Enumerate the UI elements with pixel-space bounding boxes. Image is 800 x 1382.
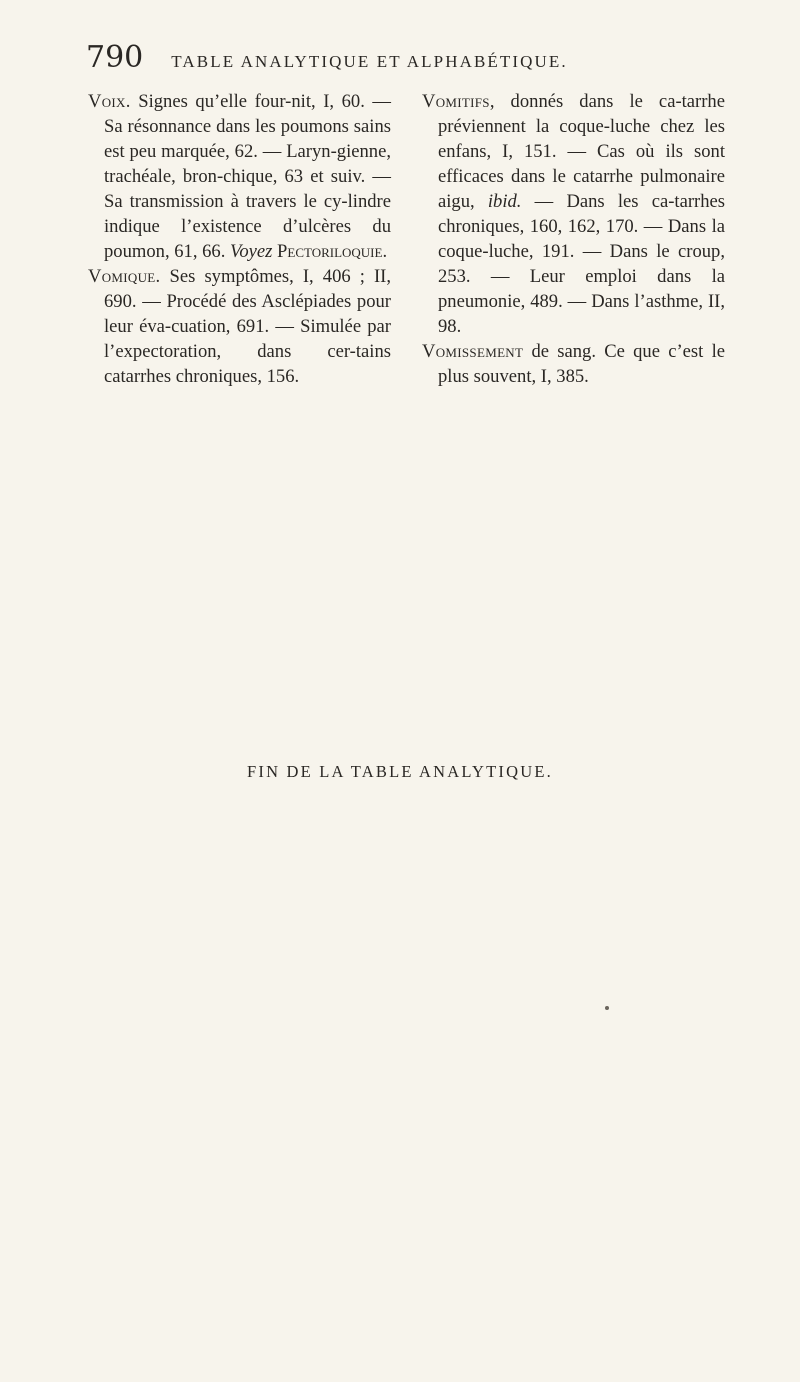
right-column [422, 89, 725, 389]
running-title: TABLE ANALYTIQUE ET ALPHABÉTIQUE. [171, 52, 568, 71]
entry-text-continued: — Dans les ca-tarrhes chroniques, 160, 162, 170. — Dans la coque-luche, 191. — Dans le croup, 253. — Leur emploi dans la pneumonie, 489. — Dans l’asthme, II, 98. [438, 191, 726, 337]
index-entry-voix [88, 89, 391, 264]
entry-text: , donnés dans le ca-tarrhe préviennent la coque-luche chez les enfans, I, 151. — Cas où ils sont efficaces dans le catarrhe pulmonaire aigu, [438, 91, 725, 212]
index-entry-vomissement [422, 339, 725, 389]
ibid-reference: ibid. [487, 191, 522, 212]
index-entry-vomitifs [422, 89, 725, 339]
entry-headword: Vomitifs [422, 91, 490, 112]
end-of-table-note: FIN DE LA TABLE ANALYTIQUE. [247, 762, 553, 781]
entry-headword: Vomique. [88, 266, 161, 287]
running-head [86, 40, 726, 84]
left-column [88, 89, 391, 389]
cross-reference-label: Voyez [230, 241, 273, 262]
entry-text: de sang. Ce que c’est le plus souvent, I, 385. [438, 341, 725, 387]
entry-headword: Voix. [88, 91, 131, 112]
entry-text: Ses symptômes, I, 406 ; II, 690. — Procédé des Asclépiades pour leur éva-cuation, 691. — Simulée par l’expectoration, dans cer-tains catarrhes chroniques, 156. [104, 266, 391, 387]
paper-speck [605, 1006, 609, 1010]
index-entry-vomique [88, 264, 391, 389]
entry-headword: Vomissement [422, 341, 524, 362]
cross-reference-target: Pectoriloquie. [277, 241, 388, 262]
entry-text: Signes qu’elle four-nit, I, 60. — Sa résonnance dans les poumons sains est peu marquée, 62. — Laryn-gienne, trachéale, bron-chique, 63 et suiv. — Sa transmission à travers le cy-lindre indique l’existence d’ulcères du poumon, 61, 66. [104, 91, 391, 262]
page-number: 790 [86, 40, 144, 75]
